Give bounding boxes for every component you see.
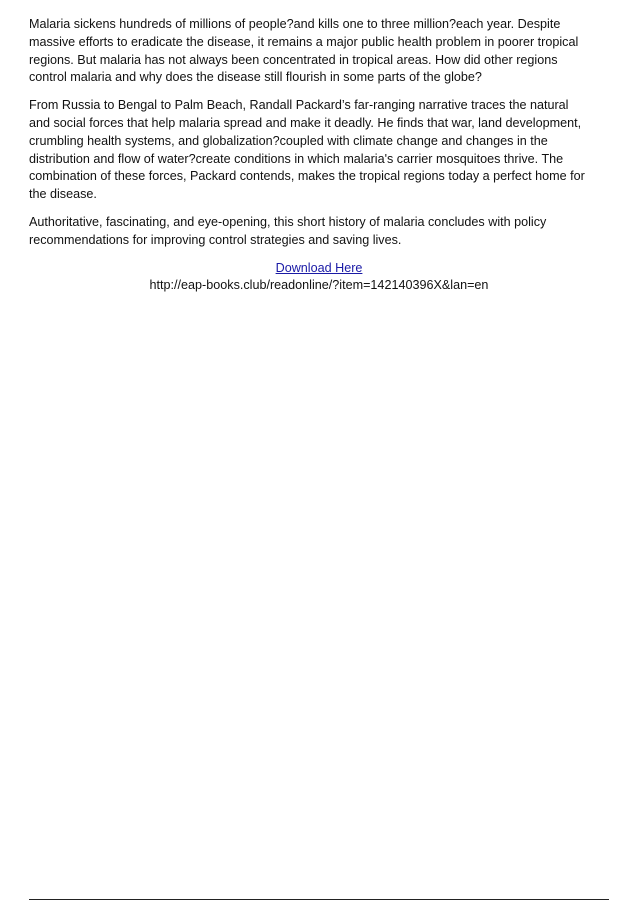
description-paragraph-1: Malaria sickens hundreds of millions of people?and kills one to three million?each year. Despite massive efforts to eradicate the disease, it remains a major public health problem in poorer tropical regions. But malaria has not always been concentrated in tropical areas. How did other regions control malaria and why does the disease still flourish in some parts of the globe?	[29, 17, 579, 85]
download-url: http://eap-books.club/readonline/?item=142140396X&lan=en	[149, 278, 489, 293]
footer-divider	[29, 899, 609, 900]
download-section	[29, 260, 609, 295]
description-paragraph-2: From Russia to Bengal to Palm Beach, Randall Packard’s far-ranging narrative traces the natural and social forces that help malaria spread and make it deadly. He finds that war, land development, crumbling health systems, and globalization?coupled with climate change and changes in the distribution and flow of water?create conditions in which malaria's carrier mosquitoes thrive. The combination of these forces, Packard contends, makes the tropical regions today a perfect home for the disease.	[29, 98, 585, 202]
document-page	[29, 16, 609, 295]
description-paragraph-3: Authoritative, fascinating, and eye-opening, this short history of malaria concludes with policy recommendations for improving control strategies and saving lives.	[29, 214, 547, 247]
download-link[interactable]: Download Here	[275, 260, 363, 275]
